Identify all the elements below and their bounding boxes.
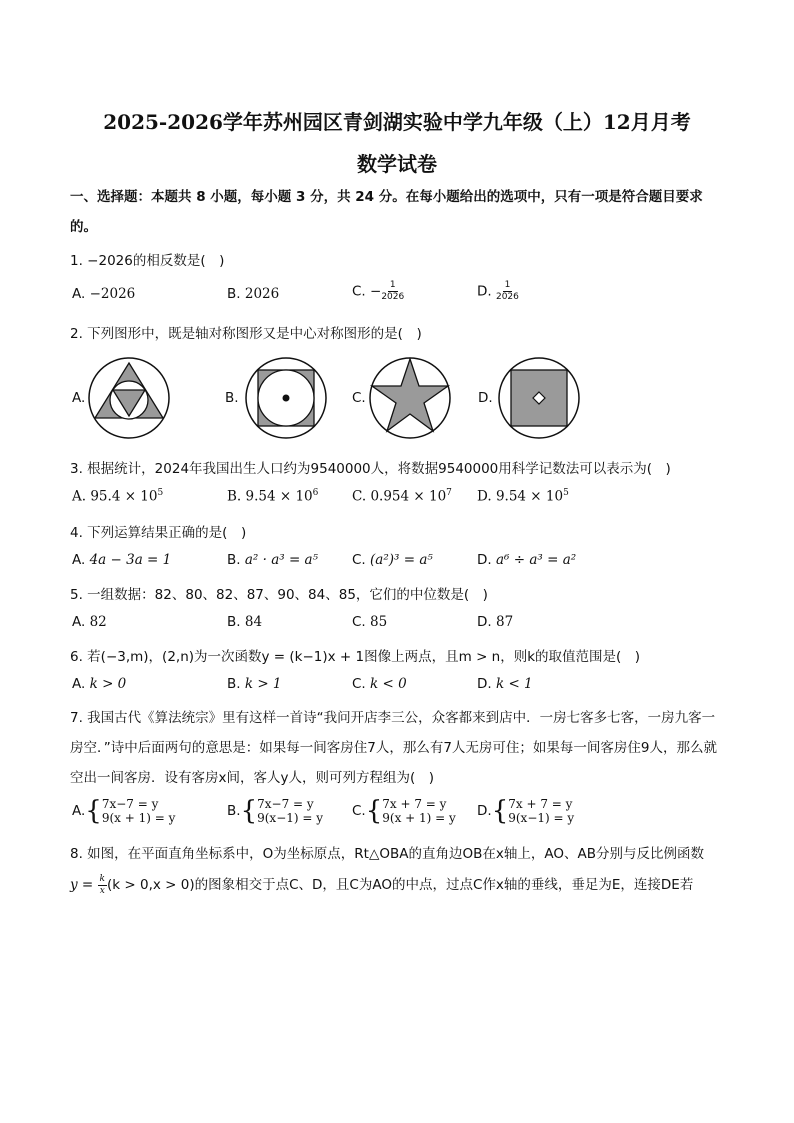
q6-option-b[interactable]: B. k > 1 bbox=[227, 676, 282, 692]
q2-option-a-label[interactable]: A. bbox=[72, 390, 86, 406]
question-8-stem-line1: 8. 如图，在平面直角坐标系中，O为坐标原点，Rt△OBA的直角边OB在x轴上，AO、AB分别与反比例函数 bbox=[70, 846, 704, 862]
q5-option-d[interactable]: D. 87 bbox=[477, 614, 514, 630]
q5-option-a[interactable]: A. 82 bbox=[72, 614, 107, 630]
fraction: $\frac{1}{2026}$ bbox=[381, 280, 405, 302]
q3-option-c[interactable]: C. $0.954 \times 10^7$ bbox=[352, 488, 452, 505]
q7-option-d[interactable]: D. { 7x + 7 = y 9(x−1) = y bbox=[477, 796, 575, 826]
exam-subtitle: 数学试卷 bbox=[357, 152, 437, 176]
q7-option-a[interactable]: A. { 7x−7 = y 9(x + 1) = y bbox=[72, 796, 176, 826]
q1-option-a[interactable]: A. −2026 bbox=[72, 286, 136, 302]
question-5-stem: 5. 一组数据：82、80、82、87、90、84、85，它们的中位数是( ) bbox=[70, 587, 488, 603]
fraction: $\frac{k}{x}$ bbox=[99, 873, 105, 896]
q7-option-b[interactable]: B. { 7x−7 = y 9(x−1) = y bbox=[227, 796, 324, 826]
q6-option-a[interactable]: A. k > 0 bbox=[72, 676, 127, 692]
left-brace: { bbox=[365, 796, 383, 826]
question-4-stem: 4. 下列运算结果正确的是( ) bbox=[70, 525, 247, 541]
q2-option-d-label[interactable]: D. bbox=[478, 390, 493, 406]
fraction: $\frac{1}{2026}$ bbox=[495, 280, 519, 302]
left-brace: { bbox=[491, 796, 509, 826]
q6-option-d[interactable]: D. k < 1 bbox=[477, 676, 533, 692]
left-brace: { bbox=[240, 796, 258, 826]
q3-option-a[interactable]: A. $95.4 \times 10^5$ bbox=[72, 488, 164, 505]
q2-figure-a[interactable] bbox=[87, 356, 171, 440]
section-heading: 一、选择题：本题共 8 小题，每小题 3 分，共 24 分。在每小题给出的选项中，只有一项是符合题目要求的。 bbox=[70, 189, 703, 235]
q1-option-d[interactable]: D. $\frac{1}{2026}$ bbox=[477, 280, 519, 302]
q6-option-c[interactable]: C. k < 0 bbox=[352, 676, 407, 692]
question-6-stem: 6. 若(−3,m)，(2,n)为一次函数y = (k−1)x + 1图像上两点，且m > n，则k的取值范围是( ) bbox=[70, 649, 641, 665]
q2-option-b-label[interactable]: B. bbox=[225, 390, 239, 406]
left-brace: { bbox=[85, 796, 102, 826]
question-7-stem: 7. 我国古代《算法统宗》里有这样一首诗“我问开店李三公，众客都来到店中．一房七客多七客，一房九客一房空．”诗中后面两句的意思是：如果每一间客房住7人，那么有7人无房可住；如果每一间客房住9人，那么就空出一间客房．设有客房x间，客人y人，则可列方程组为( ) bbox=[70, 710, 718, 786]
q5-option-c[interactable]: C. 85 bbox=[352, 614, 388, 630]
q7-option-c[interactable]: C. { 7x + 7 = y 9(x + 1) = y bbox=[352, 796, 456, 826]
q2-figure-d[interactable] bbox=[497, 356, 581, 440]
q4-option-b[interactable]: B. a² · a³ = a⁵ bbox=[227, 552, 319, 568]
question-2-stem: 2. 下列图形中，既是轴对称图形又是中心对称图形的是( ) bbox=[70, 326, 422, 342]
exam-title: 2025-2026学年苏州园区青剑湖实验中学九年级（上）12月月考 bbox=[103, 110, 691, 134]
q2-figure-b[interactable] bbox=[244, 356, 328, 440]
q4-option-c[interactable]: C. (a²)³ = a⁵ bbox=[352, 552, 433, 568]
question-8-stem-line2: y = $\frac{k}{x}$ (k > 0,x > 0)的图象相交于点C、D，且C为AO的中点，过点C作x轴的垂线，垂足为E，连接DE若 bbox=[70, 873, 694, 896]
question-3-stem: 3. 根据统计，2024年我国出生人口约为9540000人，将数据9540000用科学记数法可以表示为( ) bbox=[70, 461, 671, 477]
q1-option-b[interactable]: B. 2026 bbox=[227, 286, 280, 302]
q1-option-c[interactable]: C. − $\frac{1}{2026}$ bbox=[352, 280, 405, 302]
q2-option-c-label[interactable]: C. bbox=[352, 390, 366, 406]
q3-option-b[interactable]: B. $9.54 \times 10^6$ bbox=[227, 488, 319, 505]
q3-option-d[interactable]: D. $9.54 \times 10^5$ bbox=[477, 488, 569, 505]
q2-figure-c[interactable] bbox=[368, 356, 452, 440]
q5-option-b[interactable]: B. 84 bbox=[227, 614, 263, 630]
q4-option-d[interactable]: D. a⁶ ÷ a³ = a² bbox=[477, 552, 577, 568]
q4-option-a[interactable]: A. 4a − 3a = 1 bbox=[72, 552, 172, 568]
question-1-stem: 1. −2026的相反数是( ) bbox=[70, 253, 225, 269]
